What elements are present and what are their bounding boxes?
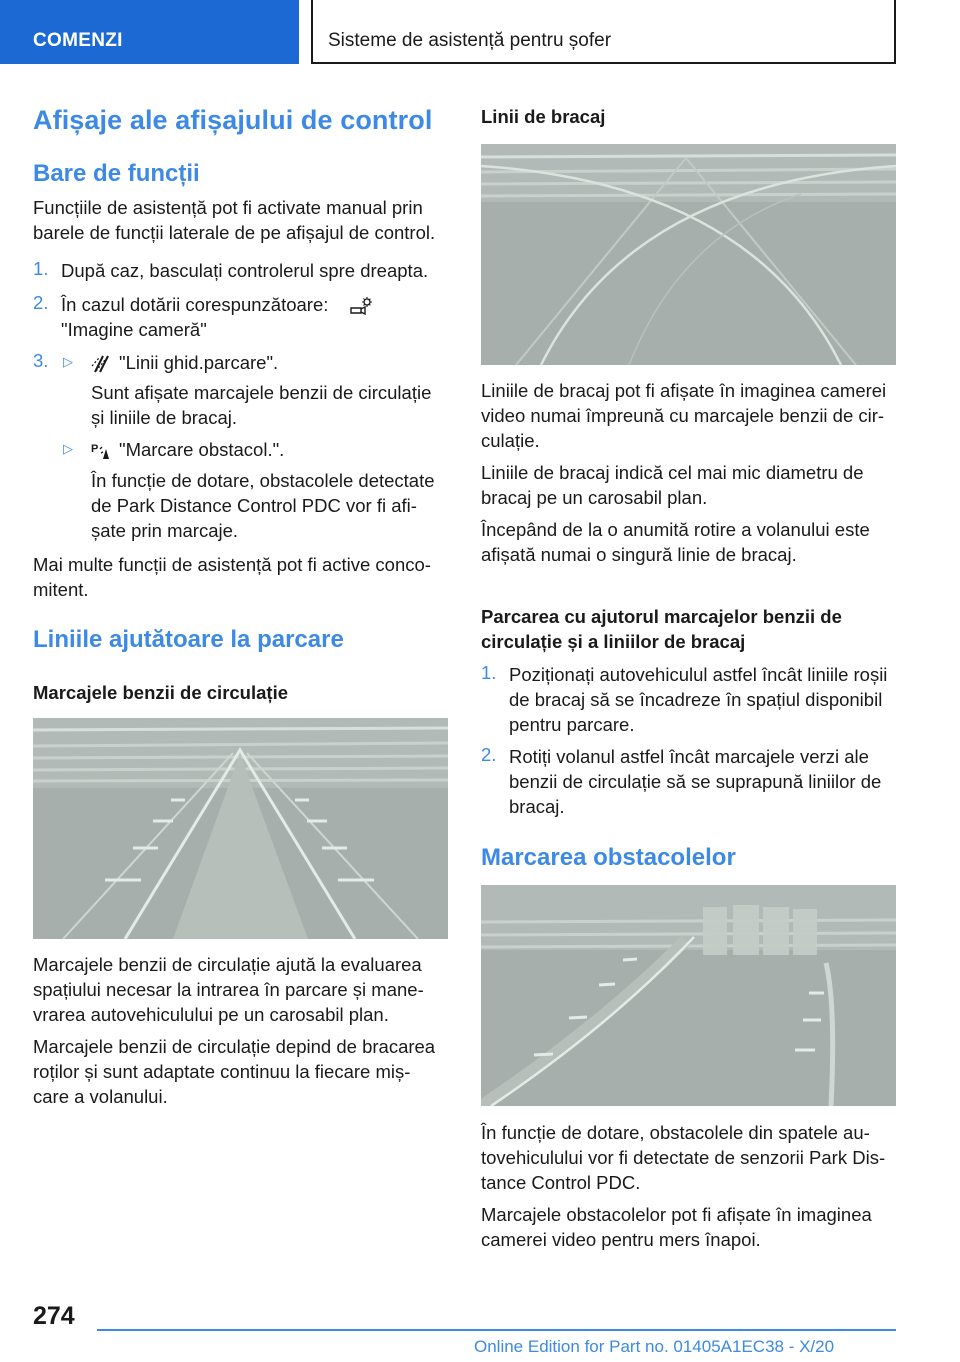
- turning-lines-figure: [481, 144, 896, 365]
- park-step-1-text: Poziționați autovehiculul astfel încât liniile roșii de bracaj să se încadreze în spațiul disponibil pentru parcare.: [509, 664, 888, 735]
- bullet-parking-lines-desc: Sunt afișate marcajele benzii de circulație și liniile de bracaj.: [91, 382, 432, 428]
- parking-lines-icon: [89, 354, 115, 374]
- step-2-text: În cazul dotării corespunzătoare: "Imagine cameră": [61, 292, 451, 342]
- step-number: 3.: [33, 350, 49, 371]
- obstacle-marking-icon: [89, 441, 115, 461]
- chapter-title: Sisteme de asistență pentru șofer: [328, 30, 612, 51]
- para-lane-markings-1: Marcajele benzii de circulație ajută la evaluarea spațiului necesar la intrarea în parcare și mane- vrarea autovehiculului pe un carosabil plan.: [33, 954, 424, 1025]
- heading-turning-lines: Linii de bracaj: [481, 106, 606, 127]
- heading-lane-markings: Marcajele benzii de circulație: [33, 682, 288, 703]
- turning-lines-illustration: [481, 144, 896, 365]
- step-number: 2.: [481, 744, 497, 765]
- para-obstacle-1: În funcție de dotare, obstacolele din spatele au- tovehiculului vor fi detectate de senzorii Park Dis- tance Control PDC.: [481, 1122, 886, 1193]
- footer-divider: [97, 1329, 896, 1331]
- para-function-bars: Funcțiile de asistență pot fi activate manual prin barele de funcții laterale de pe afișajul de control.: [33, 197, 436, 243]
- page-number: 274: [33, 1302, 75, 1330]
- step-number: 2.: [33, 292, 49, 313]
- lane-markings-figure: [33, 718, 448, 939]
- para-concurrent-functions: Mai multe funcții de asistență pot fi active conco- mitent.: [33, 554, 431, 600]
- bullet-triangle-icon: ▷: [63, 354, 73, 369]
- heading-function-bars: Bare de funcții: [33, 160, 200, 187]
- heading-obstacle-marking: Marcarea obstacolelor: [481, 844, 736, 871]
- para-turning-2: Liniile de bracaj indică cel mai mic diametru de bracaj pe un carosabil plan.: [481, 462, 864, 508]
- heading-control-display: Afișaje ale afișajului de control: [33, 105, 433, 135]
- camera-settings-icon: [348, 296, 374, 316]
- heading-parking-guides: Liniile ajutătoare la parcare: [33, 626, 344, 653]
- obstacle-marking-figure: [481, 885, 896, 1106]
- svg-text:P: P: [91, 443, 99, 456]
- bullet-parking-lines: "Linii ghid.parcare".: [89, 350, 449, 375]
- para-turning-1: Liniile de bracaj pot fi afișate în imaginea camerei video numai împreună cu marcajele benzii de cir- culație.: [481, 380, 887, 451]
- heading-parking-with-markings: Parcarea cu ajutorul marcajelor benzii de circulație și a liniilor de bracaj: [481, 606, 842, 652]
- lane-markings-illustration: [33, 718, 448, 939]
- bullet-triangle-icon: ▷: [63, 441, 73, 456]
- step-number: 1.: [33, 258, 49, 279]
- section-tab[interactable]: [0, 0, 299, 64]
- para-turning-3: Începând de la o anumită rotire a volanului este afișată numai o singură linie de bracaj.: [481, 519, 870, 565]
- park-step-2-text: Rotiți volanul astfel încât marcajele verzi ale benzii de circulație să se suprapună liniilor de bracaj.: [509, 746, 882, 817]
- step-number: 1.: [481, 662, 497, 683]
- obstacle-marking-illustration: [481, 885, 896, 1106]
- para-obstacle-2: Marcajele obstacolelor pot fi afișate în imaginea camerei video pentru mers înapoi.: [481, 1204, 872, 1250]
- step-1-text: După caz, basculați controlerul spre dreapta.: [61, 260, 429, 281]
- chapter-header: [311, 0, 896, 64]
- footer-edition-link[interactable]: Online Edition for Part no. 01405A1EC38 - X/20: [474, 1337, 835, 1356]
- bullet-obstacle: P "Marcare obstacol.".: [91, 439, 285, 460]
- para-lane-markings-2: Marcajele benzii de circulație depind de bracarea roților și sunt adaptate continuu la fiecare miș- care a volanului.: [33, 1036, 436, 1107]
- bullet-obstacle-desc: În funcție de dotare, obstacolele detectate de Park Distance Control PDC vor fi afi- șate prin marcaje.: [91, 470, 435, 541]
- section-tab-label: COMENZI: [33, 30, 123, 51]
